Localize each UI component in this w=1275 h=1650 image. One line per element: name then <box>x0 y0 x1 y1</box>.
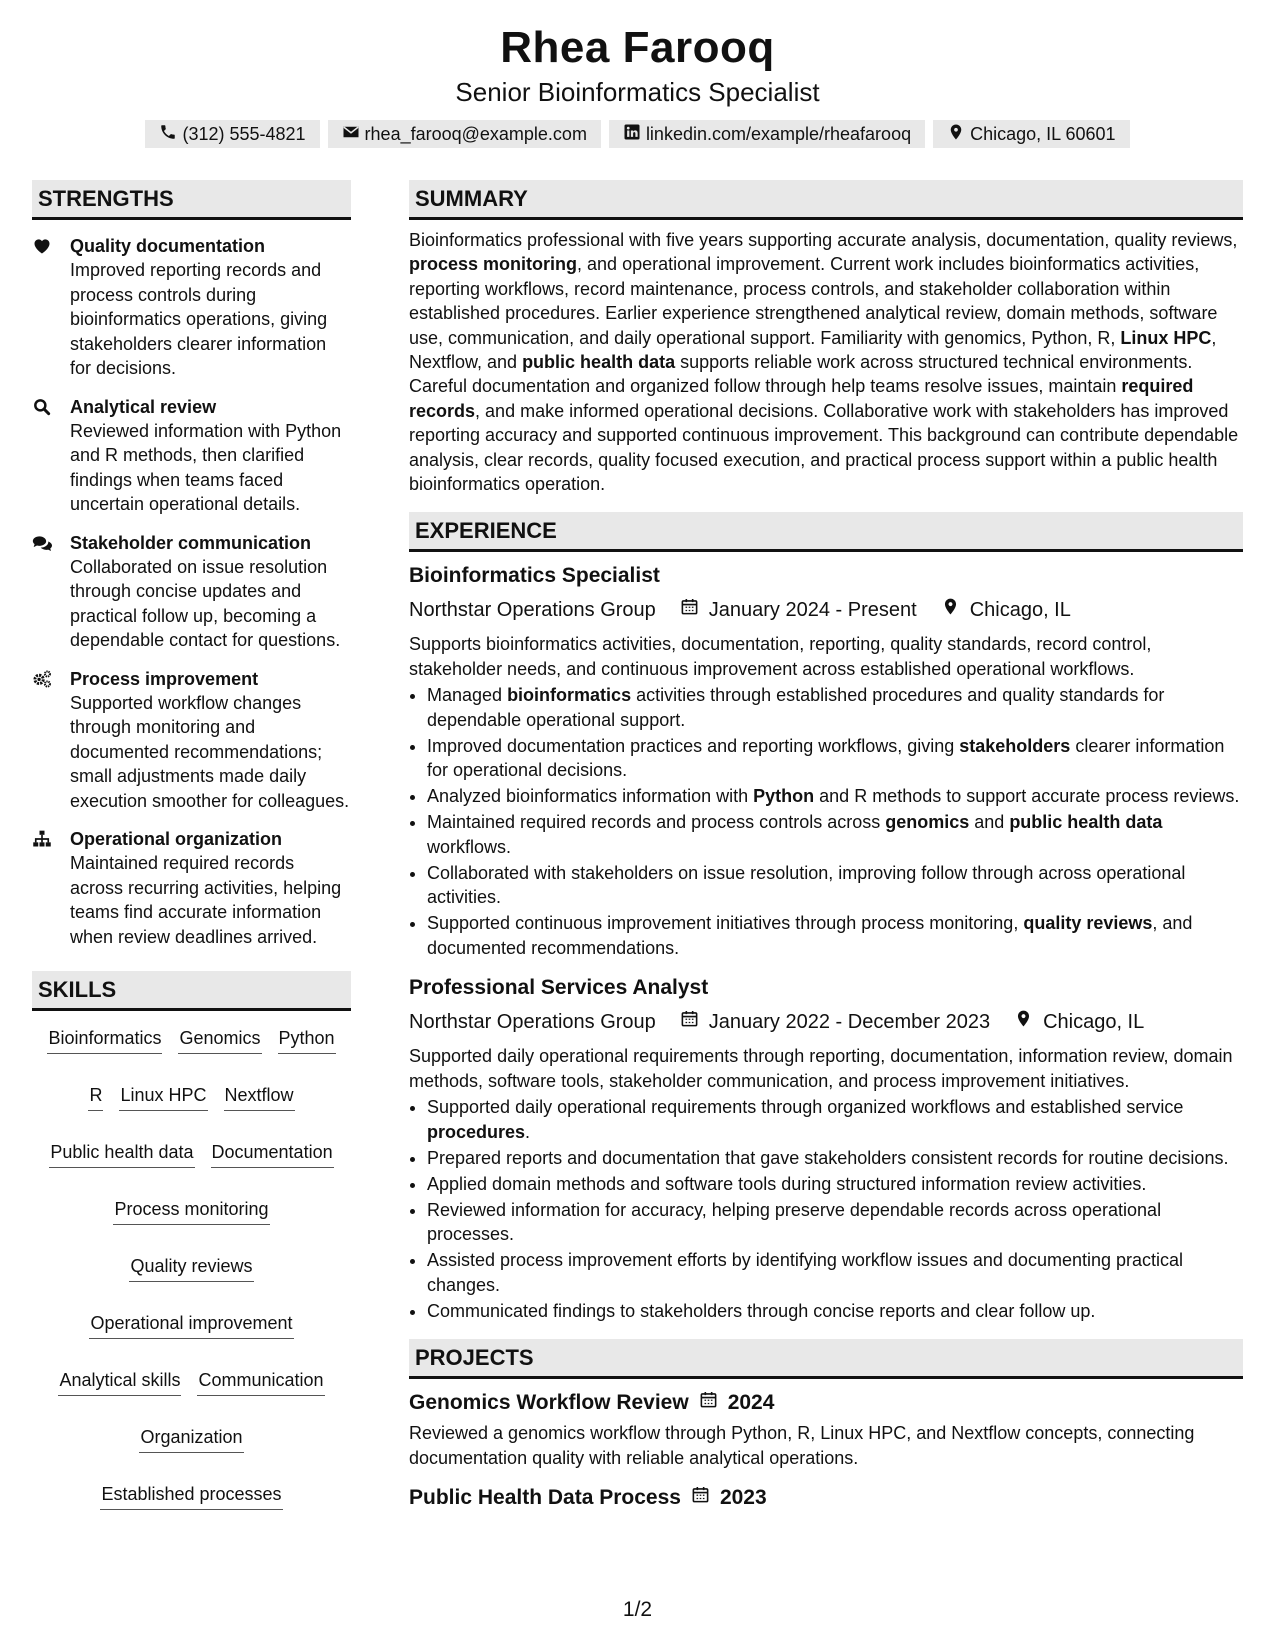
skill-tag: Nextflow <box>224 1082 295 1111</box>
project-year: 2024 <box>727 1391 775 1415</box>
skill-tag: Linux HPC <box>119 1082 207 1111</box>
bold-text: bioinformatics <box>507 685 632 706</box>
strength-item <box>32 234 351 381</box>
summary-text <box>409 228 1243 496</box>
page-number: 1/2 <box>622 1598 653 1621</box>
resume-header <box>0 22 1275 148</box>
text-segment: Applied domain methods and software tools during structured information review activities. <box>427 1173 1147 1194</box>
project-title-row <box>409 1389 1243 1417</box>
contact-email[interactable] <box>328 120 601 148</box>
text-segment: Managed <box>427 685 508 706</box>
project-title-row <box>409 1484 1243 1512</box>
job-meta <box>409 596 1243 624</box>
skill-tag: Bioinformatics <box>47 1025 162 1054</box>
bold-text: procedures <box>427 1121 526 1142</box>
skill-tag: Analytical skills <box>58 1367 181 1396</box>
strength-desc: Improved reporting records and process controls during bioinformatics operations, giving stakeholders clearer information for decisions. <box>70 260 328 378</box>
job-description: Supported daily operational requirements through reporting, documentation, information review, domain methods, software tools, stakeholder communication, and process improvement initiatives. <box>409 1046 1233 1091</box>
bullet-item <box>427 810 1243 859</box>
bullet-item <box>427 911 1243 960</box>
bullet-item <box>427 861 1243 910</box>
text-segment: Reviewed information for accuracy, helping preserve dependable records across operational processes. <box>427 1199 1162 1245</box>
bold-text: required records <box>409 376 1194 421</box>
strength-title: Process improvement <box>70 668 259 689</box>
candidate-title: Senior Bioinformatics Specialist <box>455 77 820 107</box>
calendar-icon <box>680 1008 699 1036</box>
bullet-item <box>427 1172 1243 1197</box>
strength-desc: Collaborated on issue resolution through concise updates and practical follow up, becoming a dependable contact for questions. <box>70 556 341 650</box>
text-segment: supports reliable work across structured technical environments. Careful documentation and organized follow through help teams resolve issues, maintain <box>409 352 1193 397</box>
text-segment: clearer information for operational decisions. <box>427 735 1225 781</box>
skills-list <box>32 1025 351 1510</box>
comments-icon <box>32 531 70 653</box>
skill-tag: Public health data <box>49 1139 194 1168</box>
phone-icon <box>159 123 177 146</box>
text-segment: , and make informed operational decisions. Collaborative work with stakeholders has improved reporting accuracy and supported continuous improvement. This background can contribute dependable analysis, clear records, quality focused execution, and practical process support within a public health bioinformatics operation. <box>409 400 1239 495</box>
text-segment: Communicated findings to stakeholders through concise reports and clear follow up. <box>427 1300 1096 1321</box>
bold-text: Python <box>753 786 815 807</box>
bullet-item <box>427 1095 1243 1144</box>
bold-text: quality reviews <box>1023 913 1153 934</box>
project-entry <box>409 1389 1243 1470</box>
company-name: Northstar Operations Group <box>409 599 656 622</box>
bold-text: genomics <box>885 812 970 833</box>
contact-bar <box>0 120 1275 148</box>
job-entry <box>409 562 1243 960</box>
strength-desc: Maintained required records across recurring activities, helping teams find accurate information when review deadlines arrived. <box>70 853 342 947</box>
project-year: 2023 <box>719 1486 767 1510</box>
text-segment: Collaborated with stakeholders on issue resolution, improving follow through across operational activities. <box>427 862 1186 908</box>
skill-tag: R <box>88 1082 103 1111</box>
bullet-item <box>427 683 1243 732</box>
location-text: Chicago, IL 60601 <box>970 123 1116 144</box>
text-segment: , and documented recommendations. <box>427 913 1193 958</box>
text-segment: , and operational improvement. Current work includes bioinformatics activities, reporting workflows, record maintenance, process controls, and stakeholder collaboration within established procedures. Earlier experience strengthened analytical review, domain methods, software use, communication, and daily operational support. Familiarity with genomics, Python, R, <box>409 254 1218 348</box>
skill-tag: Genomics <box>178 1025 261 1054</box>
bullet-item <box>427 1198 1243 1247</box>
text-segment: workflows. <box>427 836 512 857</box>
strength-title: Analytical review <box>70 396 217 417</box>
sitemap-icon <box>32 827 70 949</box>
calendar-icon <box>691 1484 710 1512</box>
skills-heading: SKILLS <box>32 971 351 1011</box>
bullet-item <box>427 1299 1243 1324</box>
strength-item <box>32 531 351 653</box>
job-title: Bioinformatics Specialist <box>409 564 660 588</box>
strength-item <box>32 395 351 517</box>
job-description: Supports bioinformatics activities, documentation, reporting, quality standards, record control, stakeholder needs, and continuous improvement across established operational workflows. <box>409 634 1152 679</box>
strengths-heading: STRENGTHS <box>32 180 351 220</box>
text-segment: , Nextflow, and <box>409 327 1217 373</box>
job-bullets <box>409 1095 1243 1323</box>
job-dates: January 2024 - Present <box>708 599 917 622</box>
linkedin-text: linkedin.com/example/rheafarooq <box>645 123 912 144</box>
job-location: Chicago, IL <box>969 599 1071 622</box>
project-description: Reviewed a genomics workflow through Python, R, Linux HPC, and Nextflow concepts, connecting documentation quality with reliable analytical operations. <box>409 1423 1195 1468</box>
heart-icon <box>32 234 70 381</box>
text-segment: and R methods to support accurate process reviews. <box>814 786 1240 807</box>
text-segment: activities through established procedures and quality standards for dependable operational support. <box>427 685 1165 730</box>
text-segment: Supported daily operational requirements through organized workflows and established service <box>427 1097 1184 1118</box>
skill-tag: Operational improvement <box>89 1310 293 1339</box>
text-segment: Bioinformatics professional with five years supporting accurate analysis, documentation, quality reviews, <box>409 230 1238 250</box>
text-segment: Prepared reports and documentation that gave stakeholders consistent records for routine decisions. <box>427 1147 1229 1168</box>
experience-heading: EXPERIENCE <box>409 512 1243 552</box>
project-entry <box>409 1484 1243 1512</box>
skill-tag: Quality reviews <box>129 1253 253 1282</box>
email-text: rhea_farooq@example.com <box>364 123 587 144</box>
search-icon <box>32 395 70 517</box>
strength-desc: Reviewed information with Python and R methods, then clarified findings when teams faced uncertain operational details. <box>70 420 342 514</box>
bold-text: public health data <box>522 352 676 373</box>
company-name: Northstar Operations Group <box>409 1011 656 1034</box>
calendar-icon <box>699 1389 718 1417</box>
skill-tag: Process monitoring <box>113 1196 269 1225</box>
phone-text: (312) 555-4821 <box>182 123 306 144</box>
contact-phone[interactable] <box>145 120 319 148</box>
text-segment: . <box>525 1121 531 1142</box>
email-icon <box>342 123 360 146</box>
text-segment: Supported continuous improvement initiatives through process monitoring, <box>427 913 1024 934</box>
bold-text: Linux HPC <box>1120 327 1212 348</box>
skill-tag: Documentation <box>211 1139 334 1168</box>
location-icon <box>941 596 960 624</box>
contact-linkedin[interactable] <box>609 120 925 148</box>
strength-title: Stakeholder communication <box>70 532 312 553</box>
bold-text: public health data <box>1009 812 1163 833</box>
bullet-item <box>427 734 1243 783</box>
job-location: Chicago, IL <box>1043 1011 1145 1034</box>
strength-desc: Supported workflow changes through monitoring and documented recommendations; small adjustments made daily execution smoother for colleagues. <box>70 692 350 811</box>
bullet-item <box>427 1248 1243 1297</box>
bold-text: stakeholders <box>959 735 1071 756</box>
projects-heading: PROJECTS <box>409 1339 1243 1379</box>
bold-text: process monitoring <box>409 254 578 275</box>
candidate-name: Rhea Farooq <box>500 23 775 72</box>
skill-tag: Communication <box>197 1367 324 1396</box>
project-title: Public Health Data Process <box>409 1486 681 1510</box>
text-segment: Assisted process improvement efforts by identifying workflow issues and documenting practical changes. <box>427 1250 1184 1295</box>
strength-title: Operational organization <box>70 829 283 849</box>
right-column <box>409 180 1243 1512</box>
strength-item <box>32 667 351 814</box>
skill-tag: Python <box>278 1025 336 1054</box>
left-column <box>32 180 351 1510</box>
strength-title: Quality documentation <box>70 236 266 256</box>
gears-icon <box>32 667 70 814</box>
location-icon <box>1014 1008 1033 1036</box>
job-meta <box>409 1008 1243 1036</box>
bullet-item <box>427 1146 1243 1171</box>
bullet-item <box>427 784 1243 809</box>
text-segment: Maintained required records and process controls across <box>427 812 886 833</box>
job-bullets <box>409 683 1243 960</box>
calendar-icon <box>680 596 699 624</box>
text-segment: Improved documentation practices and reporting workflows, giving <box>427 735 960 756</box>
job-title: Professional Services Analyst <box>409 976 709 1000</box>
job-entry <box>409 974 1243 1323</box>
skill-tag: Established processes <box>100 1481 282 1510</box>
strength-item <box>32 827 351 949</box>
linkedin-icon <box>623 123 641 146</box>
job-dates: January 2022 - December 2023 <box>708 1011 991 1034</box>
contact-location[interactable] <box>933 120 1129 148</box>
skill-tag: Organization <box>139 1424 243 1453</box>
project-title: Genomics Workflow Review <box>409 1391 689 1415</box>
text-segment: and <box>969 812 1010 833</box>
text-segment: Analyzed bioinformatics information with <box>427 786 754 807</box>
summary-heading: SUMMARY <box>409 180 1243 220</box>
location-icon <box>947 123 965 146</box>
